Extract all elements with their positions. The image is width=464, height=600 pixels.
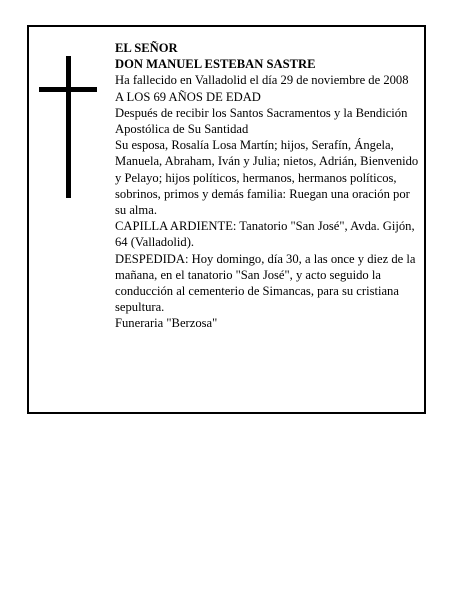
cross-horizontal-bar bbox=[39, 87, 97, 92]
cross-icon bbox=[39, 56, 97, 198]
sacraments-line: Después de recibir los Santos Sacramentos y la Bendición Apostólica de Su Santidad bbox=[115, 105, 408, 137]
notice-text bbox=[115, 40, 421, 332]
funeral-home: Funeraria "Berzosa" bbox=[115, 316, 218, 331]
obituary-notice bbox=[27, 25, 426, 414]
deceased-name: DON MANUEL ESTEBAN SASTRE bbox=[115, 57, 316, 72]
family-paragraph: Su esposa, Rosalía Losa Martín; hijos, Serafín, Ángela, Manuela, Abraham, Iván y Julia; nietos, Adrián, Bienvenido y Pelayo; hijos políticos, hermanos, hermanos políticos, sobrinos, primos y demás familia: Ruegan una oración por su alma. bbox=[115, 138, 419, 218]
farewell-info: DESPEDIDA: Hoy domingo, día 30, a las once y diez de la mañana, en el tanatorio "San José", y acto seguido la conducción al cementerio de Simancas, para su cristiana sepultura. bbox=[115, 251, 416, 315]
cross-vertical-bar bbox=[66, 56, 71, 198]
age-line: A LOS 69 AÑOS DE EDAD bbox=[115, 89, 261, 104]
death-info: Ha fallecido en Valladolid el día 29 de noviembre de 2008 bbox=[115, 73, 409, 88]
chapel-info: CAPILLA ARDIENTE: Tanatorio "San José", Avda. Gijón, 64 (Valladolid). bbox=[115, 219, 415, 250]
title-line-1: EL SEÑOR bbox=[115, 41, 178, 55]
